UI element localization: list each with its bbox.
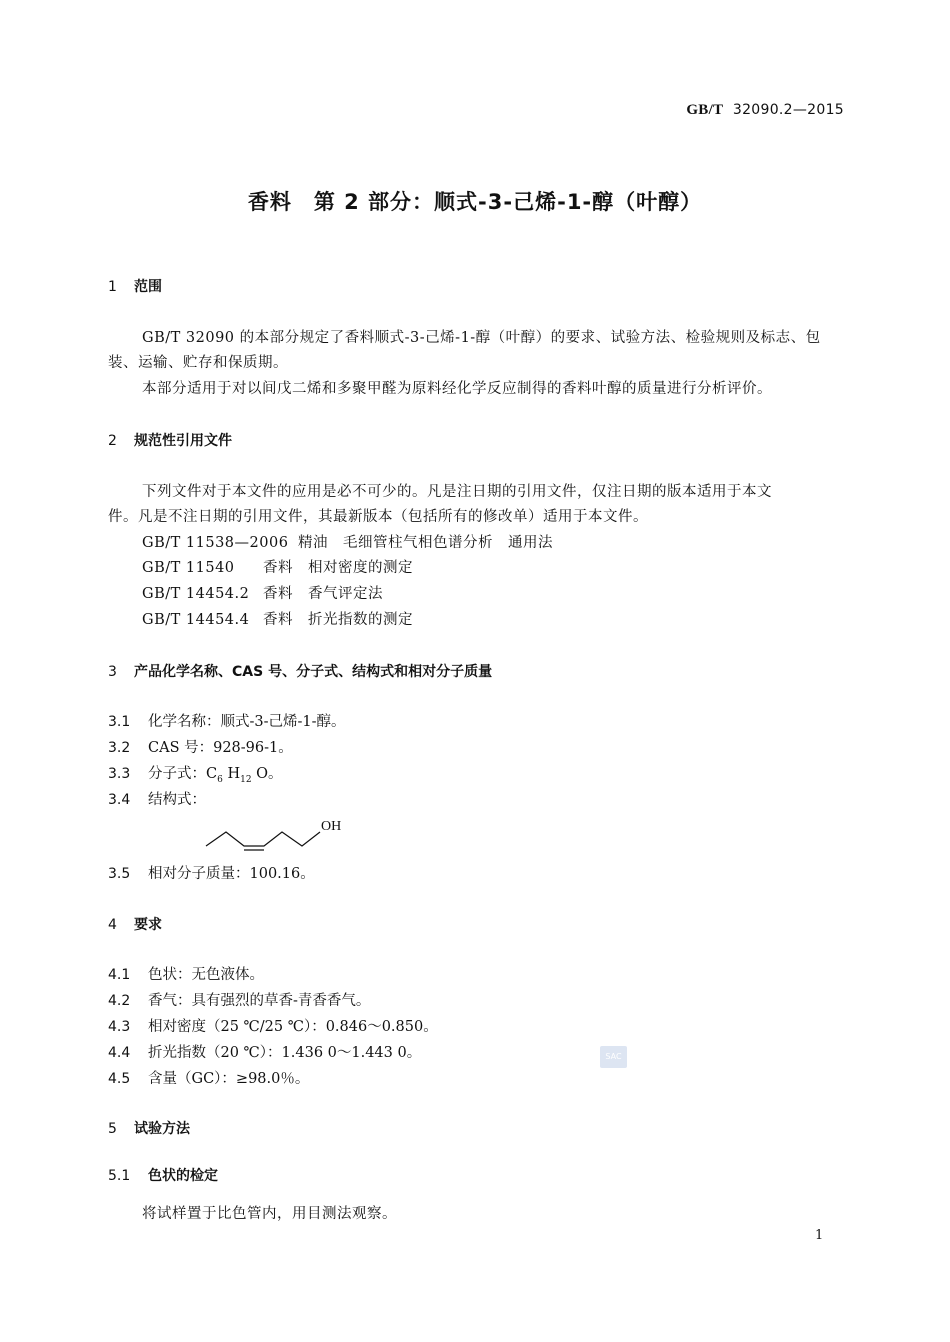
- standard-number: GB/T 32090.2—2015: [686, 102, 844, 118]
- hydroxyl-label: OH: [321, 819, 342, 834]
- requirement-item: 4.2 香气：具有强烈的草香-青香香气。: [108, 993, 371, 1009]
- section-1-para-1: GB/T 32090 的本部分规定了香料顺式-3-己烯-1-醇（叶醇）的要求、试验方法、检验规则及标志、包: [142, 330, 821, 346]
- section-1-para-2: 本部分适用于对以间戊二烯和多聚甲醛为原料经化学反应制得的香料叶醇的质量进行分析评价。: [142, 381, 772, 397]
- section-5-heading: 5 试验方法: [108, 1121, 190, 1137]
- requirement-item: 4.4 折光指数（20 ℃）：1.436 0～1.443 0。: [108, 1045, 422, 1061]
- section-5-1-para: 将试样置于比色管内，用目测法观察。: [142, 1206, 397, 1222]
- reference-item: GB/T 14454.2 香料 香气评定法: [142, 586, 383, 602]
- clause-3-3: 3.3 分子式：$C_6$ $H_{12}$ O。: [108, 766, 283, 785]
- reference-item: GB/T 11538—2006 精油 毛细管柱气相色谱分析 通用法: [142, 535, 553, 551]
- section-2-para-cont: 件。凡是不注日期的引用文件，其最新版本（包括所有的修改单）适用于本文件。: [108, 509, 648, 525]
- section-3-heading: 3 产品化学名称、CAS 号、分子式、结构式和相对分子质量: [108, 664, 493, 680]
- section-4-heading: 4 要求: [108, 917, 162, 933]
- section-2-heading: 2 规范性引用文件: [108, 433, 232, 449]
- reference-item: GB/T 11540 香料 相对密度的测定: [142, 560, 413, 576]
- document-title: 香料 第 2 部分：顺式-3-己烯-1-醇（叶醇）: [247, 190, 703, 214]
- page-number: 1: [815, 1228, 824, 1243]
- clause-3-5: 3.5 相对分子质量：100.16。: [108, 866, 315, 882]
- requirement-item: 4.5 含量（GC）：≥98.0％。: [108, 1071, 310, 1087]
- structural-formula: [200, 812, 360, 857]
- reference-item: GB/T 14454.4 香料 折光指数的测定: [142, 612, 413, 628]
- carbon-chain: [206, 832, 320, 846]
- clause-3-1: 3.1 化学名称：顺式-3-己烯-1-醇。: [108, 714, 346, 730]
- section-1-heading: 1 范围: [108, 279, 162, 295]
- clause-3-2: 3.2 CAS 号：928-96-1。: [108, 740, 293, 756]
- clause-3-4: 3.4 结构式：: [108, 792, 206, 808]
- subsection-5-1-heading: 5.1 色状的检定: [108, 1168, 218, 1184]
- section-2-para: 下列文件对于本文件的应用是必不可少的。凡是注日期的引用文件，仅注日期的版本适用于本文: [142, 484, 772, 500]
- requirement-item: 4.3 相对密度（25 ℃/25 ℃）：0.846～0.850。: [108, 1019, 438, 1035]
- watermark-logo: SAC: [600, 1046, 627, 1068]
- section-1-para-1-cont: 装、运输、贮存和保质期。: [108, 355, 288, 371]
- requirement-item: 4.1 色状：无色液体。: [108, 967, 264, 983]
